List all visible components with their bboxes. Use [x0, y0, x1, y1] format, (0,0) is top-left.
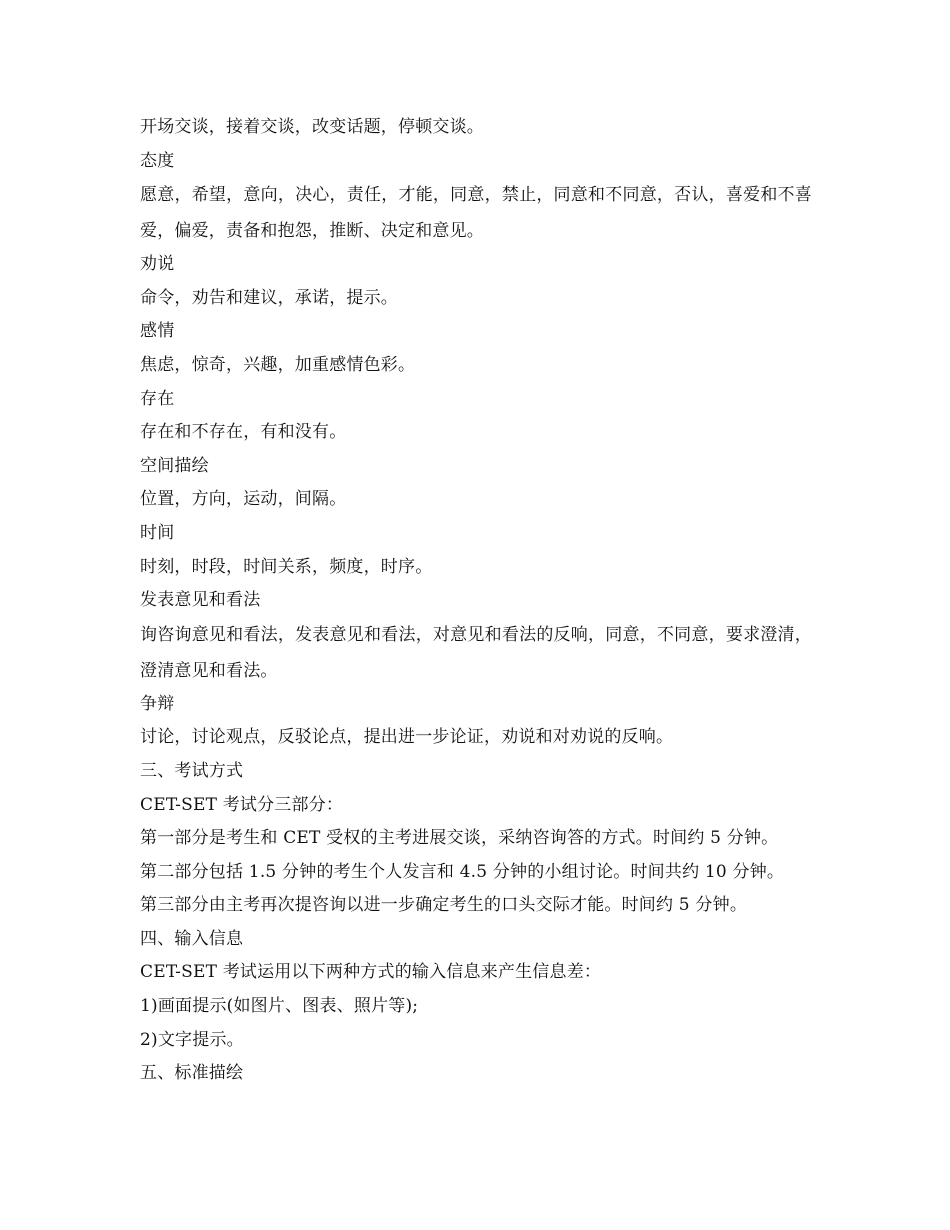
paragraph-opinions: 询咨询意见和看法，发表意见和看法，对意见和看法的反响，同意，不同意，要求澄清，澄清意见和看法。 [140, 624, 812, 681]
paragraph-part-one: 第一部分是考生和 CET 受权的主考进展交谈，采纳咨询答的方式。时间约 5 分钟。 [140, 828, 779, 849]
paragraph-attitude: 愿意，希望，意向，决心，责任，才能，同意，禁止，同意和不同意，否认，喜爱和不喜爱，偏爱，责备和抱怨，推断、决定和意见。 [140, 185, 812, 242]
heading-exam-format: 三、考试方式 [140, 760, 244, 781]
paragraph-input-methods: CET-SET 考试运用以下两种方式的输入信息来产生信息差： [140, 962, 602, 983]
heading-argument: 争辩 [140, 693, 175, 714]
list-item-visual-prompts: 1)画面提示(如图片、图表、照片等); [140, 996, 419, 1017]
paragraph-exam-parts: CET-SET 考试分三部分： [140, 794, 344, 815]
paragraph-persuasion: 命令，劝告和建议，承诺，提示。 [140, 287, 398, 308]
list-item-text-prompts: 2)文字提示。 [140, 1029, 244, 1050]
paragraph-existence: 存在和不存在，有和没有。 [140, 422, 347, 443]
paragraph-part-three: 第三部分由主考再次提咨询以进一步确定考生的口头交际才能。时间约 5 分钟。 [140, 895, 748, 916]
paragraph-emotion: 焦虑，惊奇，兴趣，加重感情色彩。 [140, 354, 416, 375]
paragraph-argument: 讨论，讨论观点，反驳论点，提出进一步论证，劝说和对劝说的反响。 [140, 727, 674, 748]
heading-spatial: 空间描绘 [140, 455, 209, 476]
heading-opinions: 发表意见和看法 [140, 590, 261, 611]
heading-time: 时间 [140, 522, 175, 543]
heading-input-info: 四、输入信息 [140, 928, 244, 949]
paragraph-time: 时刻，时段，时间关系，频度，时序。 [140, 556, 433, 577]
heading-existence: 存在 [140, 388, 175, 409]
paragraph-conversation-functions: 开场交谈，接着交谈，改变话题，停顿交谈。 [140, 117, 484, 137]
heading-standard-description: 五、标准描绘 [140, 1063, 244, 1084]
paragraph-spatial: 位置，方向，运动，间隔。 [140, 489, 347, 510]
heading-persuasion: 劝说 [140, 254, 175, 275]
heading-attitude: 态度 [140, 150, 175, 171]
document-body [140, 111, 812, 1091]
paragraph-part-two: 第二部分包括 1.5 分钟的考生个人发言和 4.5 分钟的小组讨论。时间共约 10 分钟。 [140, 861, 785, 882]
heading-emotion: 感情 [140, 321, 175, 342]
